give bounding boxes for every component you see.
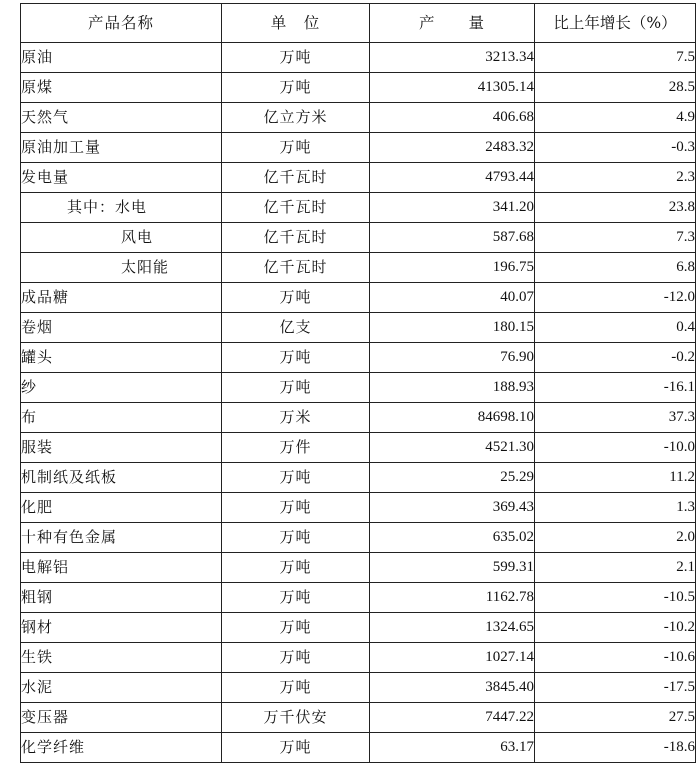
product-name-cell: 其中：水电 — [21, 193, 222, 223]
output-cell: 41305.14 — [370, 73, 535, 103]
product-name-cell: 纱 — [21, 373, 222, 403]
unit-cell: 亿千瓦时 — [222, 163, 370, 193]
growth-cell: 23.8 — [535, 193, 696, 223]
growth-cell: 7.3 — [535, 223, 696, 253]
unit-cell: 万千伏安 — [222, 703, 370, 733]
unit-cell: 万吨 — [222, 73, 370, 103]
growth-cell: 2.3 — [535, 163, 696, 193]
unit-cell: 亿支 — [222, 313, 370, 343]
product-name-cell: 原油加工量 — [21, 133, 222, 163]
growth-cell: -17.5 — [535, 673, 696, 703]
product-name-cell: 服装 — [21, 433, 222, 463]
table-row — [21, 523, 696, 553]
output-cell: 188.93 — [370, 373, 535, 403]
output-cell: 1324.65 — [370, 613, 535, 643]
output-cell: 1162.78 — [370, 583, 535, 613]
unit-cell: 万吨 — [222, 373, 370, 403]
output-cell: 3213.34 — [370, 43, 535, 73]
table-row — [21, 103, 696, 133]
unit-cell: 亿千瓦时 — [222, 193, 370, 223]
table-row — [21, 313, 696, 343]
unit-cell: 万吨 — [222, 343, 370, 373]
header-product-name: 产品名称 — [21, 4, 222, 43]
growth-cell: -10.0 — [535, 433, 696, 463]
product-name-cell: 布 — [21, 403, 222, 433]
unit-cell: 亿立方米 — [222, 103, 370, 133]
growth-cell: -0.2 — [535, 343, 696, 373]
output-cell: 1027.14 — [370, 643, 535, 673]
table-row — [21, 493, 696, 523]
table-row — [21, 133, 696, 163]
growth-cell: -18.6 — [535, 733, 696, 763]
product-name-cell: 生铁 — [21, 643, 222, 673]
product-name-cell: 电解铝 — [21, 553, 222, 583]
growth-cell: 0.4 — [535, 313, 696, 343]
table-row — [21, 223, 696, 253]
output-cell: 7447.22 — [370, 703, 535, 733]
unit-cell: 万吨 — [222, 283, 370, 313]
product-name-cell: 钢材 — [21, 613, 222, 643]
output-cell: 40.07 — [370, 283, 535, 313]
output-cell: 635.02 — [370, 523, 535, 553]
unit-cell: 万吨 — [222, 613, 370, 643]
product-name-cell: 化肥 — [21, 493, 222, 523]
table-row — [21, 373, 696, 403]
table-row — [21, 463, 696, 493]
table-row — [21, 553, 696, 583]
unit-cell: 万吨 — [222, 133, 370, 163]
table-row — [21, 253, 696, 283]
output-cell: 406.68 — [370, 103, 535, 133]
table-row — [21, 343, 696, 373]
table-row — [21, 73, 696, 103]
table-row — [21, 433, 696, 463]
growth-cell: 28.5 — [535, 73, 696, 103]
output-cell: 599.31 — [370, 553, 535, 583]
product-name-cell: 发电量 — [21, 163, 222, 193]
output-cell: 76.90 — [370, 343, 535, 373]
output-cell: 3845.40 — [370, 673, 535, 703]
table-header — [21, 4, 696, 43]
output-cell: 180.15 — [370, 313, 535, 343]
output-cell: 2483.32 — [370, 133, 535, 163]
unit-cell: 万吨 — [222, 493, 370, 523]
output-cell: 196.75 — [370, 253, 535, 283]
product-name-cell: 十种有色金属 — [21, 523, 222, 553]
growth-cell: -12.0 — [535, 283, 696, 313]
unit-cell: 万米 — [222, 403, 370, 433]
output-cell: 341.20 — [370, 193, 535, 223]
table-row — [21, 193, 696, 223]
table-row — [21, 643, 696, 673]
product-name-cell: 天然气 — [21, 103, 222, 133]
growth-cell: 27.5 — [535, 703, 696, 733]
unit-cell: 万件 — [222, 433, 370, 463]
product-name-cell: 机制纸及纸板 — [21, 463, 222, 493]
header-unit: 单 位 — [222, 4, 370, 43]
header-growth: 比上年增长（%） — [535, 4, 696, 43]
growth-cell: 6.8 — [535, 253, 696, 283]
growth-cell: 4.9 — [535, 103, 696, 133]
output-cell: 25.29 — [370, 463, 535, 493]
unit-cell: 万吨 — [222, 463, 370, 493]
product-name-cell: 原油 — [21, 43, 222, 73]
product-name-cell: 粗钢 — [21, 583, 222, 613]
unit-cell: 万吨 — [222, 733, 370, 763]
unit-cell: 万吨 — [222, 43, 370, 73]
unit-cell: 万吨 — [222, 553, 370, 583]
growth-cell: -0.3 — [535, 133, 696, 163]
growth-cell: 2.1 — [535, 553, 696, 583]
growth-cell: 7.5 — [535, 43, 696, 73]
table-row — [21, 583, 696, 613]
product-name-cell: 化学纤维 — [21, 733, 222, 763]
growth-cell: 1.3 — [535, 493, 696, 523]
product-name-cell: 水泥 — [21, 673, 222, 703]
growth-cell: 37.3 — [535, 403, 696, 433]
growth-cell: -10.5 — [535, 583, 696, 613]
table-row — [21, 673, 696, 703]
product-output-table — [20, 3, 696, 763]
table-row — [21, 403, 696, 433]
output-cell: 63.17 — [370, 733, 535, 763]
unit-cell: 万吨 — [222, 643, 370, 673]
table-row — [21, 703, 696, 733]
product-name-cell: 风电 — [21, 223, 222, 253]
header-row — [21, 4, 696, 43]
header-output: 产 量 — [370, 4, 535, 43]
table-row — [21, 733, 696, 763]
unit-cell: 万吨 — [222, 583, 370, 613]
product-name-cell: 变压器 — [21, 703, 222, 733]
table-body — [21, 43, 696, 763]
output-cell: 84698.10 — [370, 403, 535, 433]
output-cell: 587.68 — [370, 223, 535, 253]
product-name-cell: 卷烟 — [21, 313, 222, 343]
growth-cell: 2.0 — [535, 523, 696, 553]
table-row — [21, 43, 696, 73]
output-cell: 4793.44 — [370, 163, 535, 193]
product-name-cell: 罐头 — [21, 343, 222, 373]
growth-cell: -10.6 — [535, 643, 696, 673]
unit-cell: 亿千瓦时 — [222, 253, 370, 283]
growth-cell: -16.1 — [535, 373, 696, 403]
table-row — [21, 283, 696, 313]
unit-cell: 万吨 — [222, 673, 370, 703]
unit-cell: 亿千瓦时 — [222, 223, 370, 253]
output-cell: 369.43 — [370, 493, 535, 523]
table-row — [21, 163, 696, 193]
product-name-cell: 成品糖 — [21, 283, 222, 313]
unit-cell: 万吨 — [222, 523, 370, 553]
product-name-cell: 太阳能 — [21, 253, 222, 283]
output-cell: 4521.30 — [370, 433, 535, 463]
growth-cell: 11.2 — [535, 463, 696, 493]
product-name-cell: 原煤 — [21, 73, 222, 103]
table-row — [21, 613, 696, 643]
growth-cell: -10.2 — [535, 613, 696, 643]
